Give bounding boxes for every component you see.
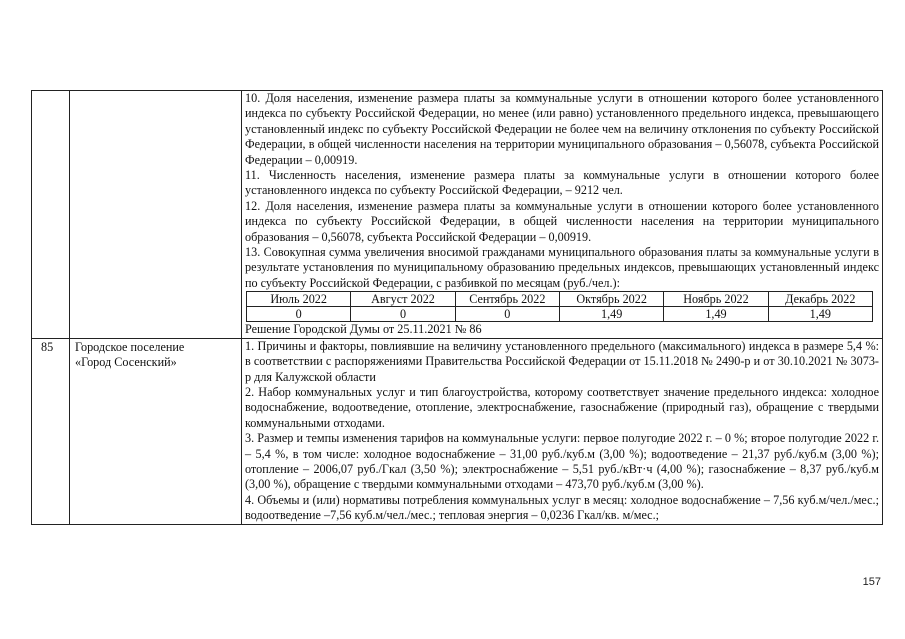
description-cell bbox=[242, 338, 883, 524]
paragraph-13: 13. Совокупная сумма увеличения вносимой гражданами муниципального образования платы за коммунальные услуги в результате установления по муниципальному образованию предельных индексов, превышающих установленный индекс по субъекту Российской Федерации, с разбивкой по месяцам (руб./чел.): bbox=[245, 245, 879, 290]
month-value: 0 bbox=[351, 307, 455, 322]
municipality-type: Городское поселение bbox=[75, 339, 185, 354]
paragraph-11: 11. Численность населения, изменение размера платы за коммунальные услуги в отношении которого более установленного индекса по субъекту Российской Федерации, – 9212 чел. bbox=[245, 168, 879, 198]
month-header: Август 2022 bbox=[351, 292, 455, 307]
document-table bbox=[31, 90, 883, 525]
paragraph-1: 1. Причины и факторы, повлиявшие на величину установленного предельного (максимального) индекса в размере 5,4 %: в соответствии с распоряжениями Правительства Российской Федерации от 15.11.2018 № 2490-р и от 30.10.2021 № 3073-р для Калужской области bbox=[245, 338, 879, 384]
row-number-cell bbox=[32, 338, 70, 524]
paragraph-10: 10. Доля населения, изменение размера платы за коммунальные услуги в отношении которого более установленного индекса по субъекту Российской Федерации, но менее (или равно) установленного предельного индекса, превышающего установленный индекс по субъекту Российской Федерации не более чем на величину отклонения по субъекту Российской Федерации, в общей численности населения на территории муниципального образования – 0,56078, субъекта Российской Федерации – 0,00919. bbox=[245, 91, 879, 167]
decision-reference: Решение Городской Думы от 25.11.2021 № 86 bbox=[245, 322, 482, 337]
row-number-cell bbox=[32, 91, 70, 339]
month-header: Декабрь 2022 bbox=[768, 292, 872, 307]
table-row bbox=[32, 338, 883, 524]
description-cell bbox=[242, 91, 883, 339]
month-value: 1,49 bbox=[664, 307, 768, 322]
month-header: Октябрь 2022 bbox=[559, 292, 663, 307]
month-value: 0 bbox=[455, 307, 559, 322]
month-header: Июль 2022 bbox=[247, 292, 351, 307]
paragraph-2: 2. Набор коммунальных услуг и тип благоустройства, которому соответствует значение предельного индекса: холодное водоснабжение, водоотведение, отопление, электроснабжение, газоснабжение (природный газ), обращение с твердыми коммунальными отходами. bbox=[245, 384, 879, 430]
paragraph-12: 12. Доля населения, изменение размера платы за коммунальные услуги в отношении которого более установленного индекса по субъекту Российской Федерации, в общей численности населения на территории муниципального образования – 0,56078, субъекта Российской Федерации – 0,00919. bbox=[245, 198, 879, 244]
table-row bbox=[247, 307, 873, 322]
municipality-name-cell bbox=[70, 338, 242, 524]
month-value: 0 bbox=[247, 307, 351, 322]
month-value: 1,49 bbox=[768, 307, 872, 322]
month-header: Сентябрь 2022 bbox=[455, 292, 559, 307]
table-header-row bbox=[247, 292, 873, 307]
row-number: 85 bbox=[41, 339, 54, 354]
paragraph-4: 4. Объемы и (или) нормативы потребления коммунальных услуг в месяц: холодное водоснабжение – 7,56 куб.м/чел./мес.; водоотведение –7,56 куб.м/чел./мес.; тепловая энергия – 0,0236 Гкал/кв. м/мес.; bbox=[245, 492, 879, 523]
municipality-name: «Город Сосенский» bbox=[75, 355, 177, 370]
table-row bbox=[32, 91, 883, 339]
month-value: 1,49 bbox=[559, 307, 663, 322]
page-number: 157 bbox=[862, 576, 881, 588]
paragraph-3: 3. Размер и темпы изменения тарифов на коммунальные услуги: первое полугодие 2022 г. – 0 %; второе полугодие 2022 г. – 5,4 %, в том числе: холодное водоснабжение – 31,00 руб./куб.м (3,00 %); водоотведение – 21,37 руб./куб.м (3,00 %); отопление – 2006,07 руб./Гкал (3,50 %); электроснабжение – 5,51 руб./кВт·ч (4,00 %); газоснабжение – 8,37 руб./куб.м (3,00 %), обращение с твердыми коммунальными отходами – 473,70 руб./куб.м (3,00 %). bbox=[245, 431, 879, 492]
month-header: Ноябрь 2022 bbox=[664, 292, 768, 307]
monthly-increase-table bbox=[246, 291, 873, 322]
municipality-name-cell bbox=[70, 91, 242, 339]
